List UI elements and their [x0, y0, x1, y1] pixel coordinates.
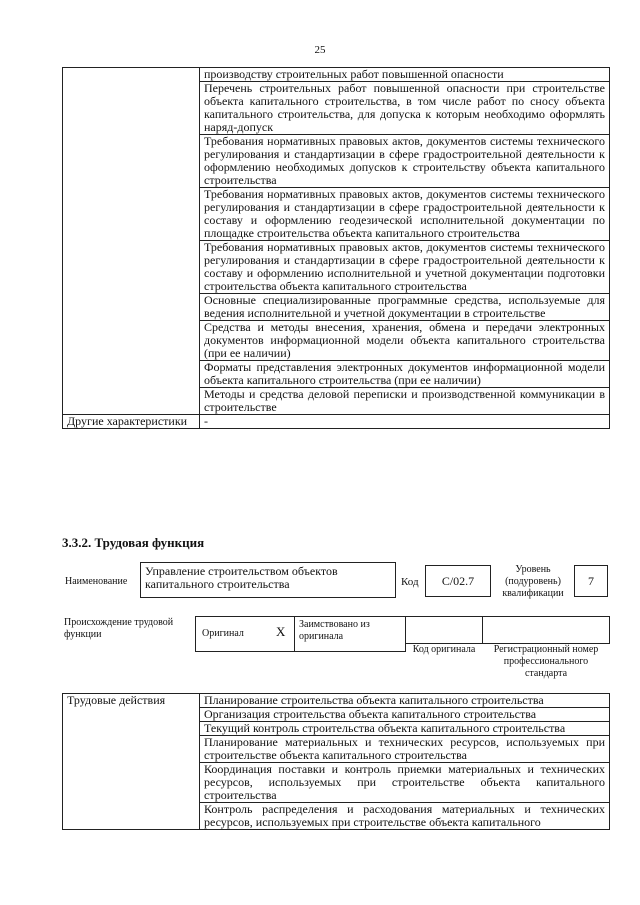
borrowed-label: Заимствовано из оригинала — [299, 619, 370, 642]
original-label: Оригинал — [202, 628, 244, 639]
function-name-field: Управление строительством объектов капитального строительства — [140, 562, 396, 598]
table-row — [63, 415, 610, 429]
labor-action-item: Планирование материальных и технических ресурсов, используемых при строительстве объекта капитального строительства — [200, 736, 610, 763]
labor-action-item: Контроль распределения и расходования материальных и технических ресурсов, используемых при строительстве объекта капитального — [200, 803, 610, 830]
section-heading: 3.3.2. Трудовая функция — [62, 535, 205, 550]
knowledge-item: Форматы представления электронных документов информационной модели объекта капитального строительства (при ее наличии) — [200, 361, 610, 388]
labor-actions-table — [62, 693, 610, 830]
labor-actions-label: Трудовые действия — [63, 694, 200, 830]
knowledge-item: - — [200, 415, 610, 429]
table-row — [63, 68, 610, 82]
knowledge-item: Перечень строительных работ повышенной опасности при строительстве объекта капитального строительства, в том числе работ по сносу объекта капитального строительства, для допуска к которым необходимо оформлять наряд-допуск — [200, 82, 610, 135]
code-label: Код — [401, 576, 419, 588]
code-original-field — [405, 616, 483, 644]
knowledge-item: Требования нормативных правовых актов, документов системы технического регулирования и стандартизации в сфере градостроительной деятельности к составу и оформлению исполнительной и учетной документации подготовки строительства объекта капитального строительства — [200, 241, 610, 294]
level-label: Уровень (подуровень) квалификации — [502, 564, 564, 599]
level-value-field: 7 — [574, 565, 608, 597]
code-original-label: Код оригинала — [412, 644, 476, 655]
labor-action-item: Координация поставки и контроль приемки материальных и технических ресурсов, используемых при строительстве объекта капитального строительства — [200, 763, 610, 803]
labor-action-item: Организация строительства объекта капитального строительства — [200, 708, 610, 722]
original-mark: X — [276, 624, 286, 639]
reg-number-field — [482, 616, 610, 644]
name-label: Наименование — [65, 576, 128, 587]
other-characteristics-label: Другие характеристики — [63, 415, 200, 429]
knowledge-item: Основные специализированные программные средства, используемые для ведения исполнительной и учетной документации в строительстве — [200, 294, 610, 321]
code-value-field: C/02.7 — [425, 565, 491, 597]
knowledge-item: Методы и средства деловой переписки и производственной коммуникации в строительстве — [200, 388, 610, 415]
reg-number-label: Регистрационный номер профессионального стандарта — [493, 644, 599, 679]
knowledge-table — [62, 67, 610, 429]
borrowed-cell — [294, 616, 406, 652]
table-row — [63, 694, 610, 708]
labor-action-item: Текущий контроль строительства объекта капитального строительства — [200, 722, 610, 736]
page-number: 25 — [314, 44, 326, 56]
original-cell — [195, 616, 295, 652]
knowledge-item: производству строительных работ повышенной опасности — [200, 68, 610, 82]
knowledge-item: Средства и методы внесения, хранения, обмена и передачи электронных документов информационной модели объекта капитального строительства (при ее наличии) — [200, 321, 610, 361]
origin-label: Происхождение трудовой функции — [64, 617, 174, 640]
knowledge-item: Требования нормативных правовых актов, документов системы технического регулирования и стандартизации в сфере градостроительной деятельности к оформлению необходимых допусков к строительству объекта капитального строительства — [200, 135, 610, 188]
knowledge-label-cell — [63, 68, 200, 415]
knowledge-item: Требования нормативных правовых актов, документов системы технического регулирования и стандартизации в сфере градостроительной деятельности к составу и оформлению геодезической исполнительной документации по площадке строительства объекта капитального строительства — [200, 188, 610, 241]
labor-action-item: Планирование строительства объекта капитального строительства — [200, 694, 610, 708]
